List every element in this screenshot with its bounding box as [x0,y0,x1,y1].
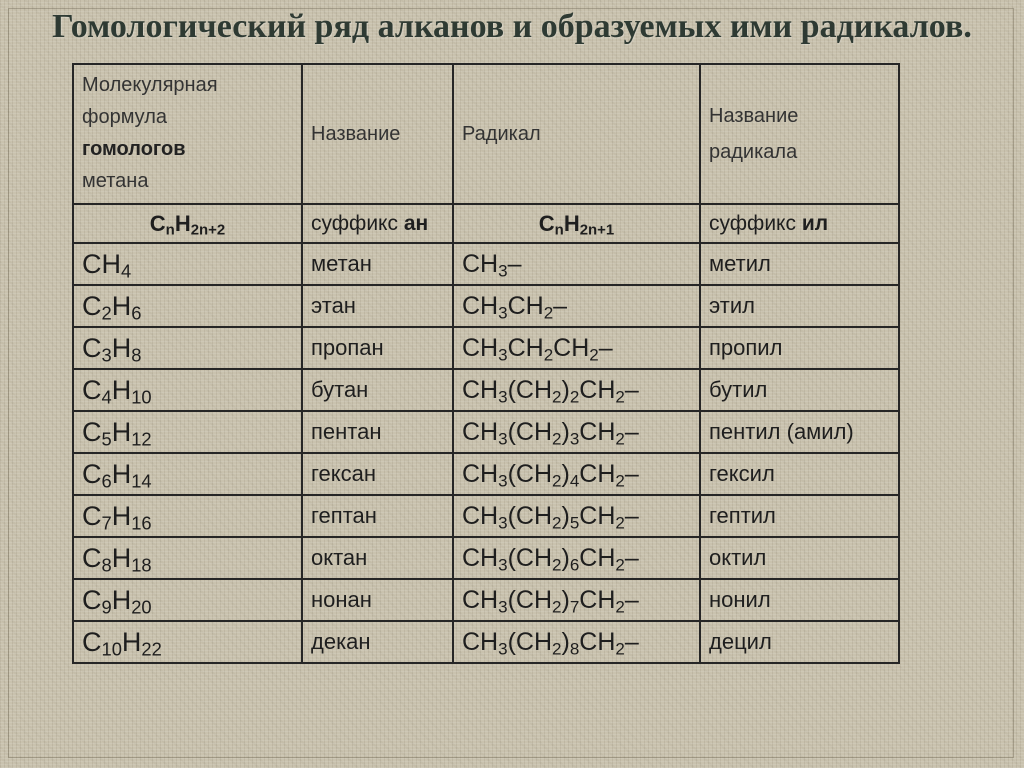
general-formula-row [73,204,899,243]
molecular-formula: $C_8H_{18}$ [73,537,302,579]
alkane-name: бутан [302,369,453,411]
radical-name: децил [700,621,899,663]
header-formula-line: формула [82,106,168,128]
radical-formula: $CH_3(CH_2)_8CH_2-$ [453,621,700,663]
header-row [73,64,899,204]
radical-name: гептил [700,495,899,537]
general-radical-suffix: суффикс ил [700,204,899,243]
general-radical-formula: $C_nH_{2n+1}$ [453,204,700,243]
alkane-name: гексан [302,453,453,495]
table-row [73,621,899,663]
table-row [73,243,899,285]
radical-formula: $CH_3(CH_2)_7CH_2-$ [453,579,700,621]
alkane-name: пентан [302,411,453,453]
radical-name: октил [700,537,899,579]
molecular-formula: $C_2H_6$ [73,285,302,327]
radical-formula: $CH_3CH_2CH_2-$ [453,327,700,369]
header-formula-line: Молекулярная [82,74,218,96]
molecular-formula: $C_6H_{14}$ [73,453,302,495]
header-radical-name [700,64,899,204]
molecular-formula: $C_7H_{16}$ [73,495,302,537]
radical-name: бутил [700,369,899,411]
radical-name: гексил [700,453,899,495]
molecular-formula: $C_5H_{12}$ [73,411,302,453]
table-row [73,495,899,537]
alkane-name: нонан [302,579,453,621]
molecular-formula: $C_{10}H_{22}$ [73,621,302,663]
molecular-formula: $C_3H_8$ [73,327,302,369]
header-radical-name-line: Название [709,105,799,127]
header-formula-line: метана [82,170,149,192]
table-row [73,537,899,579]
molecular-formula: $C_9H_{20}$ [73,579,302,621]
alkane-name: пропан [302,327,453,369]
radical-name: пентил (амил) [700,411,899,453]
radical-formula: $CH_3(CH_2)_6CH_2-$ [453,537,700,579]
page-title: Гомологический ряд алканов и образуемых ими радикалов. [52,8,972,45]
table-row [73,411,899,453]
radical-formula: $CH_3(CH_2)_3CH_2-$ [453,411,700,453]
alkane-name: этан [302,285,453,327]
radical-formula: $CH_3(CH_2)_5CH_2-$ [453,495,700,537]
radical-formula: $CH_3(CH_2)_4CH_2-$ [453,453,700,495]
table-row [73,579,899,621]
molecular-formula: $C_4H_{10}$ [73,369,302,411]
table-row [73,327,899,369]
radical-name: пропил [700,327,899,369]
radical-name: нонил [700,579,899,621]
radical-name: этил [700,285,899,327]
header-radical: Радикал [453,64,700,204]
alkane-name: метан [302,243,453,285]
table-row [73,369,899,411]
table-row [73,285,899,327]
header-name: Название [302,64,453,204]
alkane-name: октан [302,537,453,579]
header-formula-line: гомологов [82,138,186,160]
molecular-formula: $CH_4$ [73,243,302,285]
header-formula [73,64,302,204]
header-radical-name-line: радикала [709,141,798,163]
general-alkane-suffix: суффикс ан [302,204,453,243]
general-alkane-formula: $C_nH_{2n+2}$ [73,204,302,243]
radical-formula: $CH_3CH_2-$ [453,285,700,327]
alkane-name: декан [302,621,453,663]
radical-name: метил [700,243,899,285]
table-row [73,453,899,495]
radical-formula: $CH_3(CH_2)_2CH_2-$ [453,369,700,411]
alkanes-table [72,63,900,664]
alkane-name: гептан [302,495,453,537]
radical-formula: $CH_3-$ [453,243,700,285]
